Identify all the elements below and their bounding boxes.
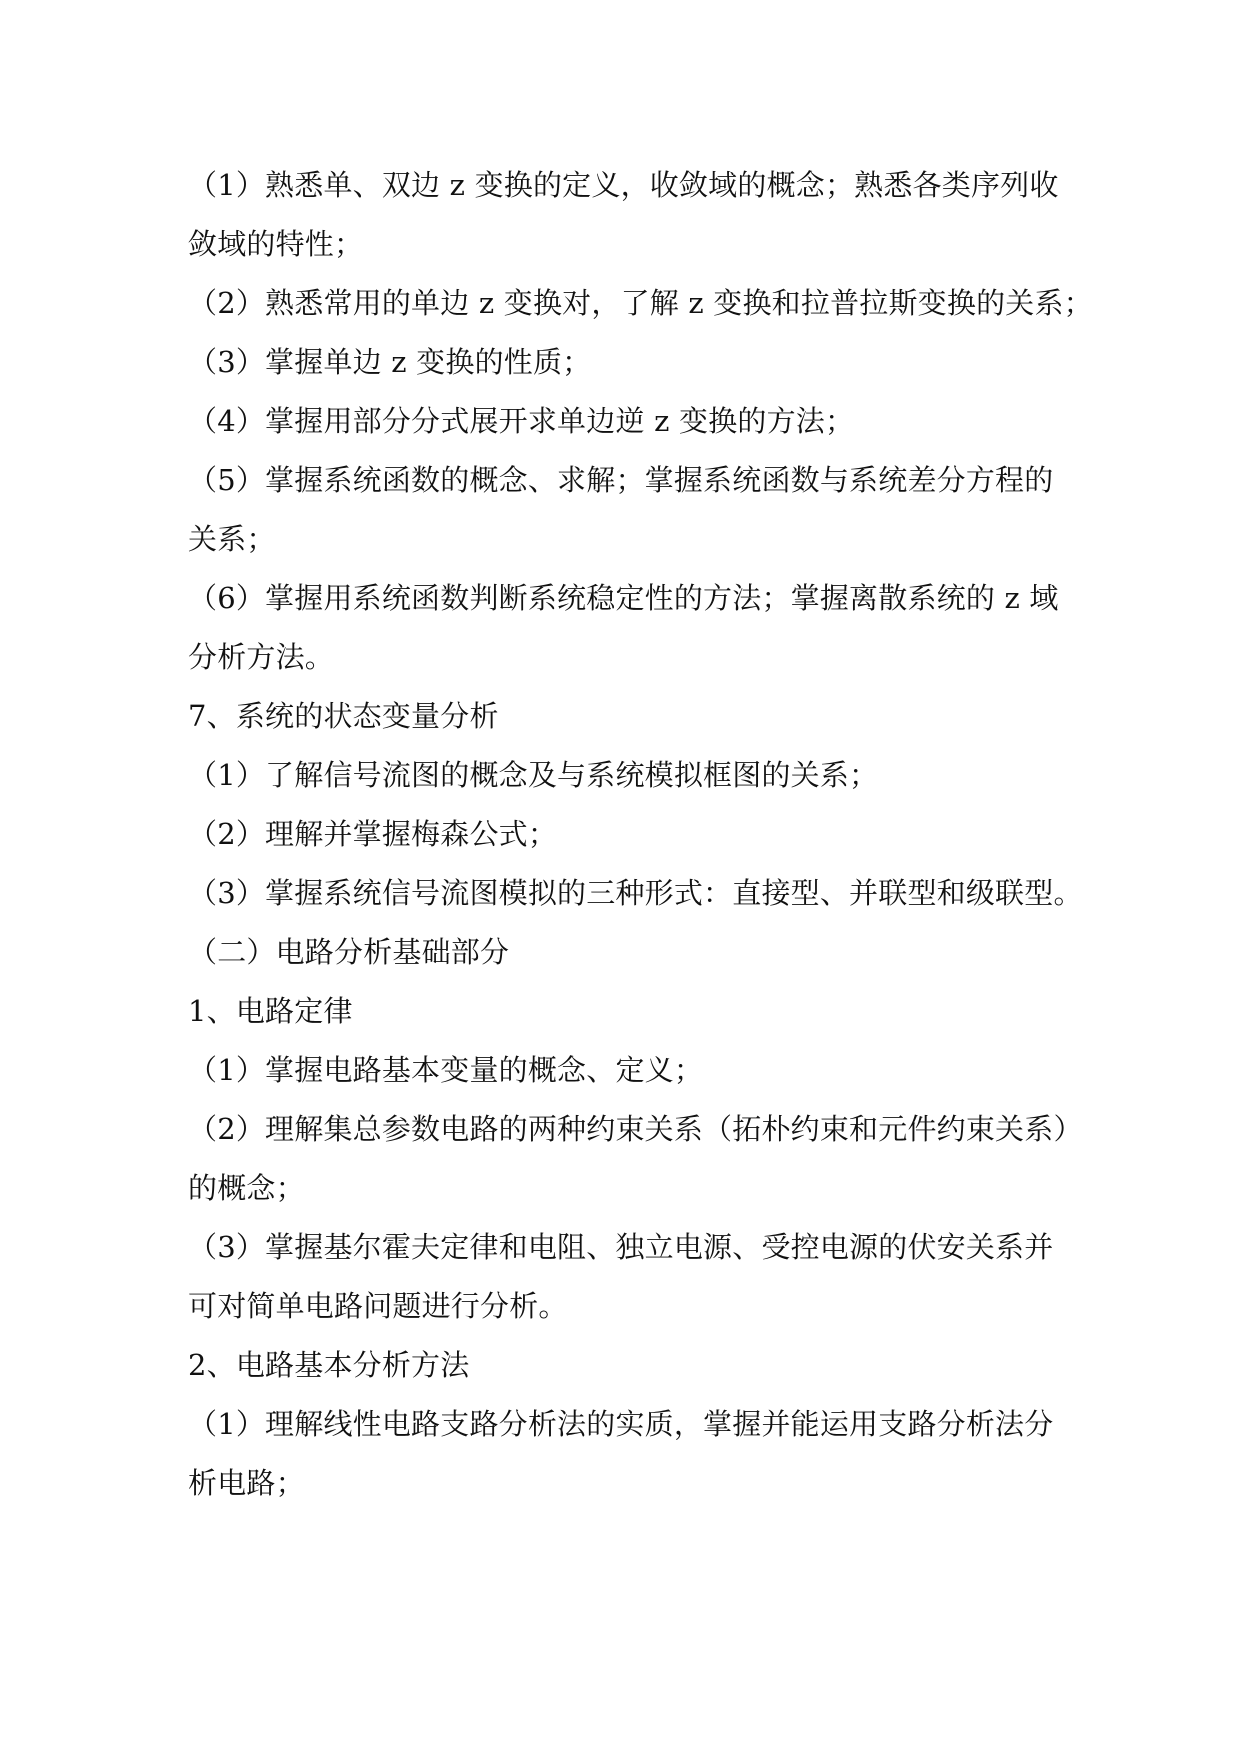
text-line: 敛域的特性；	[188, 227, 364, 261]
text-line: 的概念；	[188, 1171, 305, 1205]
text-line: 析电路；	[188, 1466, 305, 1500]
text-line: 可对简单电路问题进行分析。	[188, 1289, 568, 1323]
text-line: （2）熟悉常用的单边 z 变换对，了解 z 变换和拉普拉斯变换的关系；	[188, 286, 1093, 320]
text-line: 分析方法。	[188, 640, 335, 674]
text-line: （1）了解信号流图的概念及与系统模拟框图的关系；	[188, 758, 879, 792]
section-heading: 1、电路定律	[188, 994, 353, 1028]
text-line: （1）掌握电路基本变量的概念、定义；	[188, 1053, 704, 1087]
text-line: （2）理解并掌握梅森公式；	[188, 817, 558, 851]
part-heading: （二）电路分析基础部分	[188, 935, 510, 969]
text-line: （3）掌握基尔霍夫定律和电阻、独立电源、受控电源的伏安关系并	[188, 1230, 1054, 1264]
text-line: （1）熟悉单、双边 z 变换的定义，收敛域的概念；熟悉各类序列收	[188, 168, 1059, 202]
text-line: （1）理解线性电路支路分析法的实质，掌握并能运用支路分析法分	[188, 1407, 1054, 1441]
text-line: （5）掌握系统函数的概念、求解；掌握系统函数与系统差分方程的	[188, 463, 1054, 497]
text-line: 关系；	[188, 522, 276, 556]
text-line: （4）掌握用部分分式展开求单边逆 z 变换的方法；	[188, 404, 855, 438]
section-heading: 7、系统的状态变量分析	[188, 699, 499, 733]
document-body	[188, 156, 1093, 1513]
text-line: （2）理解集总参数电路的两种约束关系（拓朴约束和元件约束关系）	[188, 1112, 1083, 1146]
text-line: （6）掌握用系统函数判断系统稳定性的方法；掌握离散系统的 z 域	[188, 581, 1059, 615]
text-line: （3）掌握系统信号流图模拟的三种形式：直接型、并联型和级联型。	[188, 876, 1083, 910]
text-line: （3）掌握单边 z 变换的性质；	[188, 345, 592, 379]
section-heading: 2、电路基本分析方法	[188, 1348, 470, 1382]
